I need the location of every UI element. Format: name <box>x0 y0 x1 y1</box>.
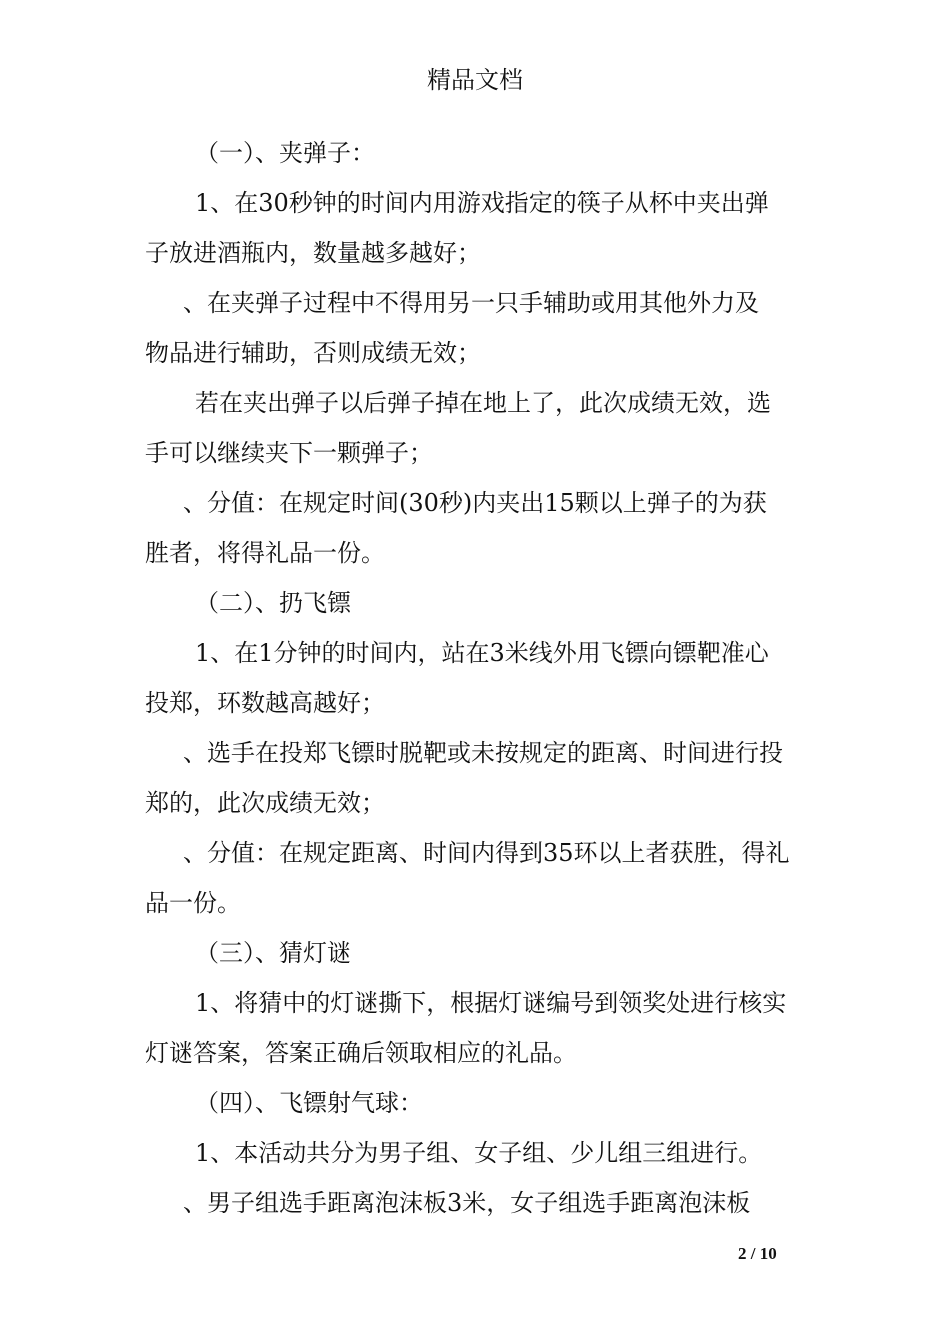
document-header-title: 精品文档 <box>427 66 523 94</box>
paragraph-line: 、分值：在规定距离、时间内得到35环以上者获胜，得礼 <box>183 839 790 867</box>
paragraph-line: 若在夹出弹子以后弹子掉在地上了，此次成绩无效，选 <box>195 389 771 417</box>
paragraph-line: 物品进行辅助，否则成绩无效； <box>145 339 481 367</box>
paragraph-line: 灯谜答案，答案正确后领取相应的礼品。 <box>145 1039 577 1067</box>
paragraph-line: 投郑，环数越高越好； <box>145 689 385 717</box>
paragraph-line: 胜者，将得礼品一份。 <box>145 539 385 567</box>
paragraph-line: 品一份。 <box>145 889 241 917</box>
paragraph-line: 、分值：在规定时间(30秒)内夹出15颗以上弹子的为获 <box>183 489 767 517</box>
paragraph-line: 1、在1分钟的时间内，站在3米线外用飞镖向镖靶准心 <box>195 639 769 667</box>
section-heading: （四）、飞镖射气球： <box>195 1089 423 1117</box>
paragraph-line: 手可以继续夹下一颗弹子； <box>145 439 433 467</box>
section-heading: （二）、扔飞镖 <box>195 589 351 617</box>
paragraph-line: 郑的，此次成绩无效； <box>145 789 385 817</box>
paragraph-line: 、男子组选手距离泡沫板3米，女子组选手距离泡沫板 <box>183 1189 751 1217</box>
paragraph-line: 1、在30秒钟的时间内用游戏指定的筷子从杯中夹出弹 <box>195 189 769 217</box>
paragraph-line: 1、本活动共分为男子组、女子组、少儿组三组进行。 <box>195 1139 763 1167</box>
document-body <box>145 128 810 1228</box>
paragraph-line: 、选手在投郑飞镖时脱靶或未按规定的距离、时间进行投 <box>183 739 783 767</box>
paragraph-line: 、在夹弹子过程中不得用另一只手辅助或用其他外力及 <box>183 289 759 317</box>
section-heading: （三）、猜灯谜 <box>195 939 351 967</box>
page-number: 2 / 10 <box>738 1244 777 1263</box>
paragraph-line: 子放进酒瓶内，数量越多越好； <box>145 239 481 267</box>
section-heading: （一）、夹弹子： <box>195 139 375 167</box>
paragraph-line: 1、将猜中的灯谜撕下，根据灯谜编号到领奖处进行核实 <box>195 989 787 1017</box>
